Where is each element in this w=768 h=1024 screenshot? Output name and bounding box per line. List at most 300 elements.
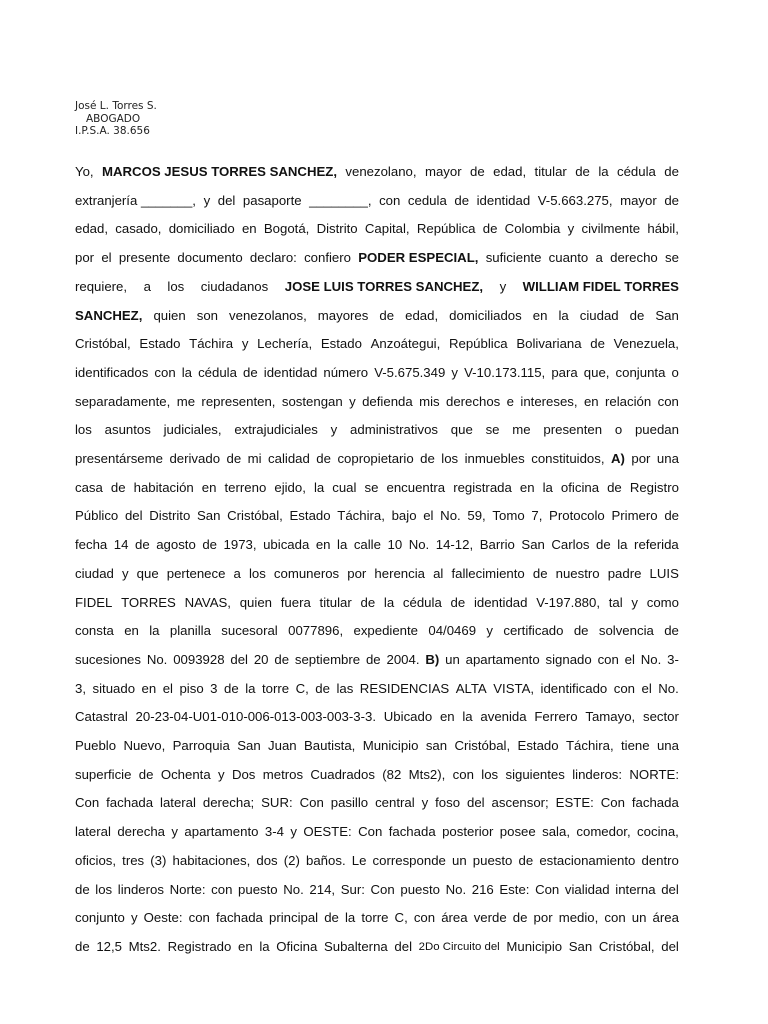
word: inmuebles xyxy=(464,451,525,466)
word: San xyxy=(568,938,593,954)
word: ciudad xyxy=(75,565,114,581)
word: 12,5 xyxy=(96,938,122,954)
word: de xyxy=(573,623,589,639)
body-line xyxy=(75,420,679,440)
word: Pueblo xyxy=(75,738,117,753)
body-line xyxy=(75,478,679,498)
word: situado xyxy=(92,680,136,696)
word: Tamayo, xyxy=(585,709,636,725)
word: Registro xyxy=(629,479,679,495)
word: ciudadanos xyxy=(200,278,269,294)
word: del xyxy=(467,795,485,811)
word: torre xyxy=(361,910,389,926)
word: en xyxy=(519,479,535,495)
word: domiciliados xyxy=(449,307,522,323)
word: habitaciones, xyxy=(172,852,251,868)
word: Cristóbal, xyxy=(598,938,655,954)
word: los xyxy=(167,278,185,294)
word: Cristóbal, xyxy=(227,508,283,524)
word: oficios, xyxy=(75,852,117,868)
word: separadamente, xyxy=(75,393,171,409)
word: ejido, xyxy=(274,479,306,495)
body-line xyxy=(75,162,679,182)
word: de xyxy=(575,164,590,179)
lawyer-name: José L. Torres S. xyxy=(75,100,157,112)
word: linderos: xyxy=(572,766,623,782)
word: o xyxy=(614,422,623,438)
word: casado, xyxy=(115,221,162,237)
word: Ferrero xyxy=(534,709,578,725)
word: Anzoátegui, xyxy=(370,336,441,352)
word: de xyxy=(274,651,290,667)
word: de xyxy=(596,537,611,553)
word: agosto xyxy=(156,537,196,553)
word: 10 xyxy=(387,537,403,553)
word: pertenece xyxy=(166,565,226,581)
word: apartamento xyxy=(465,651,540,667)
word: de xyxy=(664,164,679,179)
word: Con xyxy=(299,795,324,811)
word: No. xyxy=(658,680,679,696)
word: derecha; xyxy=(202,795,255,811)
word: principal xyxy=(268,910,319,926)
word: sala, xyxy=(542,824,570,840)
word: comuneros xyxy=(273,565,340,581)
word: que xyxy=(450,422,473,438)
word: el xyxy=(162,680,173,696)
word: Con xyxy=(370,881,395,897)
word: para xyxy=(551,364,578,380)
word: identificado xyxy=(540,680,608,696)
word: se xyxy=(485,422,500,438)
word: con xyxy=(613,680,636,696)
word: Registrado xyxy=(167,938,232,954)
word: 0093928 xyxy=(173,651,225,667)
word: de xyxy=(664,623,679,639)
word: me xyxy=(176,393,196,409)
body-line xyxy=(75,535,679,555)
word: Dos xyxy=(231,766,256,782)
bold-word: WILLIAM FIDEL TORRES xyxy=(522,278,679,294)
word: de xyxy=(360,594,376,610)
word: edad, xyxy=(405,307,439,323)
word: e xyxy=(506,393,514,409)
word: 216 xyxy=(471,881,494,897)
word: edad, xyxy=(493,164,527,179)
word: de xyxy=(590,336,605,352)
word: solvencia xyxy=(598,623,654,639)
word: y xyxy=(330,422,338,438)
word: dentro xyxy=(641,852,679,868)
word: en xyxy=(583,393,599,409)
word: certificado xyxy=(503,623,564,639)
word: ESTE: xyxy=(555,795,594,811)
word: central xyxy=(375,795,415,811)
lawyer-title: ABOGADO xyxy=(86,112,141,125)
word: son xyxy=(196,307,219,323)
word: TORRES xyxy=(121,594,176,610)
word: un xyxy=(445,651,460,667)
word: NORTE: xyxy=(629,766,679,782)
bold-word: A) xyxy=(611,451,625,466)
word: de xyxy=(518,852,534,868)
word: titular xyxy=(319,594,352,610)
body-line xyxy=(75,191,679,211)
word: de xyxy=(450,594,466,610)
word: fecha xyxy=(75,537,108,553)
word: el xyxy=(624,651,635,667)
word: y xyxy=(486,623,493,639)
word: intereses, xyxy=(520,393,578,409)
word: V-5.663.275, xyxy=(537,192,613,208)
word: a xyxy=(233,565,241,581)
body-line xyxy=(75,306,679,326)
word: de xyxy=(470,164,485,179)
word: en xyxy=(532,307,548,323)
word: cual xyxy=(332,479,357,495)
word: superficie xyxy=(75,766,132,782)
word: mayor xyxy=(424,164,462,179)
word: Subalterna xyxy=(323,938,388,954)
word: (3) xyxy=(150,852,167,868)
word: copropietario xyxy=(337,451,414,466)
word: C, xyxy=(295,680,309,696)
word: sostengan xyxy=(281,393,343,409)
word: sucesoral xyxy=(221,623,278,639)
word: registrada xyxy=(453,479,512,495)
word: piso xyxy=(179,680,204,696)
word: No. xyxy=(146,651,168,667)
word: a xyxy=(595,250,603,266)
word: identidad xyxy=(473,594,528,610)
word: de xyxy=(420,451,435,466)
word: de xyxy=(629,307,645,323)
word: posterior xyxy=(442,824,494,840)
word: un xyxy=(451,852,467,868)
word: V-5.675.349 xyxy=(374,364,446,380)
word: de xyxy=(75,938,90,954)
word: Bautista, xyxy=(304,738,356,753)
word: Bogotá, xyxy=(263,221,310,237)
word: fachada xyxy=(388,824,436,840)
word: del xyxy=(394,938,413,954)
word: Oficina xyxy=(276,938,318,954)
word: corresponde xyxy=(372,852,446,868)
word: el xyxy=(101,250,112,266)
word: Parroquia xyxy=(172,738,230,753)
word: cédula xyxy=(198,364,237,380)
word: lateral xyxy=(75,824,111,840)
body-line xyxy=(75,679,679,699)
word: Nuevo, xyxy=(123,738,166,753)
word: V-197.880, xyxy=(536,594,600,610)
word: Táchira xyxy=(189,336,234,352)
word: con xyxy=(154,364,176,380)
word: No. xyxy=(445,881,467,897)
word: 3-4 xyxy=(264,824,284,840)
word: del xyxy=(661,938,679,954)
word: signado xyxy=(545,651,592,667)
word: Cristóbal, xyxy=(75,336,131,352)
word: fachada xyxy=(106,795,154,811)
word: por xyxy=(631,451,651,466)
word: por xyxy=(347,565,367,581)
word: Cristóbal, xyxy=(454,738,511,753)
word: de xyxy=(482,221,498,237)
word: Público xyxy=(75,508,119,524)
word: fuera xyxy=(280,594,311,610)
word: fachada xyxy=(631,795,679,811)
word: Ubicado xyxy=(383,709,433,725)
body-line xyxy=(75,449,679,469)
word: del xyxy=(124,508,143,524)
word: derivado xyxy=(169,451,221,466)
word: presentárseme xyxy=(75,451,163,466)
word: apartamento xyxy=(184,824,259,840)
word: Le xyxy=(351,852,367,868)
word: con xyxy=(379,192,401,208)
word: Táchira, xyxy=(337,508,385,524)
word: número xyxy=(323,364,369,380)
word: Ochenta xyxy=(160,766,211,782)
word: mayores xyxy=(317,307,369,323)
body-line xyxy=(75,363,679,383)
word: los xyxy=(481,766,499,782)
word: del xyxy=(217,192,236,208)
body-line xyxy=(75,793,679,813)
word: San xyxy=(237,738,261,753)
word: suficiente xyxy=(485,250,542,266)
word: Yo, xyxy=(75,164,94,179)
word: ubicada xyxy=(263,537,310,553)
word: Tomo xyxy=(492,508,525,524)
word: la xyxy=(558,307,569,323)
word: Venezuela, xyxy=(613,336,679,352)
word: ciudad xyxy=(579,307,619,323)
word: asuntos xyxy=(104,422,151,438)
word: avenida xyxy=(480,709,527,725)
word: en xyxy=(439,709,455,725)
body-line xyxy=(75,736,679,756)
word: Con xyxy=(75,795,100,811)
word: 2Do Circuito del xyxy=(418,940,500,953)
word: declaro: xyxy=(249,250,297,266)
word: extranjería _______, xyxy=(75,192,196,208)
word: puedan xyxy=(634,422,679,438)
word: expediente xyxy=(353,623,419,639)
word: en xyxy=(315,537,331,553)
word: estacionamiento xyxy=(539,852,636,868)
word: oficina xyxy=(560,479,600,495)
word: No. xyxy=(640,651,662,667)
word: República xyxy=(416,221,476,237)
word: ________, xyxy=(309,192,372,208)
word: documento xyxy=(177,250,243,266)
body-line xyxy=(75,650,679,670)
word: y xyxy=(631,594,638,610)
word: No. xyxy=(440,508,461,524)
word: Barrio xyxy=(479,537,515,553)
word: la xyxy=(383,594,395,610)
word: Estado xyxy=(289,508,331,524)
word: terreno xyxy=(224,479,267,495)
word: la xyxy=(245,680,256,696)
word: posee xyxy=(499,824,536,840)
body-line xyxy=(75,277,679,297)
word: metros xyxy=(262,766,304,782)
body-line xyxy=(75,334,679,354)
word: de xyxy=(454,192,470,208)
word: y xyxy=(499,278,507,294)
word: habitación xyxy=(133,479,194,495)
word: casa xyxy=(75,479,103,495)
word: Lechería, xyxy=(257,336,313,352)
word: ascensor; xyxy=(491,795,549,811)
word: los xyxy=(95,881,113,897)
word: LUIS xyxy=(649,565,679,581)
word: la xyxy=(337,537,348,553)
word: de xyxy=(316,451,331,466)
word: 14-12, xyxy=(435,537,474,553)
word: la xyxy=(617,537,628,553)
word: siguientes xyxy=(505,766,565,782)
word: Mts2. xyxy=(128,938,161,954)
word: 04/0469 xyxy=(428,623,477,639)
word: fachada xyxy=(215,910,263,926)
word: 14 xyxy=(113,537,129,553)
word: área xyxy=(652,910,679,926)
word: verde xyxy=(473,910,507,926)
word: de xyxy=(75,881,90,897)
word: VISTA, xyxy=(493,680,535,696)
body-line xyxy=(75,880,679,900)
word: en xyxy=(124,623,139,639)
word: C, xyxy=(394,910,408,926)
word: Estado xyxy=(320,336,362,352)
word: venezolano, xyxy=(345,164,417,179)
word: medio, xyxy=(558,910,599,926)
word: 3- xyxy=(667,651,679,667)
word: bajo xyxy=(391,508,417,524)
word: titular xyxy=(534,164,567,179)
word: V-10.173.115, xyxy=(464,364,546,380)
word: San xyxy=(655,307,679,323)
word: septiembre xyxy=(294,651,361,667)
word: domiciliado xyxy=(168,221,235,237)
word: y xyxy=(130,910,138,926)
word: y xyxy=(451,364,458,380)
word: de xyxy=(664,508,679,524)
word: constituidos, xyxy=(531,451,605,466)
word: y xyxy=(171,824,178,840)
word: linderos xyxy=(117,881,164,897)
word: cocina, xyxy=(637,824,679,840)
word: de xyxy=(664,192,679,208)
word: la xyxy=(598,164,609,179)
word: la xyxy=(344,910,356,926)
word: y xyxy=(203,192,211,208)
word: torre xyxy=(261,680,290,696)
word: comedor, xyxy=(576,824,631,840)
word: a xyxy=(143,278,151,294)
word: las xyxy=(336,680,354,696)
word: un xyxy=(631,910,647,926)
word: sucesiones xyxy=(75,651,141,667)
word: vialidad xyxy=(564,881,610,897)
word: herencia xyxy=(374,565,425,581)
bold-word: B) xyxy=(425,651,440,667)
word: baños. xyxy=(306,852,346,868)
word: judiciales, xyxy=(163,422,222,438)
word: de xyxy=(324,910,339,926)
word: Protocolo xyxy=(549,508,605,524)
word: (2) xyxy=(283,852,300,868)
word: puesto xyxy=(238,881,278,897)
word: del xyxy=(230,651,248,667)
word: consta xyxy=(75,623,114,639)
word: mayor xyxy=(620,192,657,208)
word: fallecimiento xyxy=(451,565,525,581)
word: Colombia xyxy=(504,221,561,237)
word: cedula xyxy=(407,192,447,208)
word: me xyxy=(512,422,531,438)
word: calidad xyxy=(268,451,310,466)
bold-word: JOSE LUIS TORRES SANCHEZ, xyxy=(284,278,484,294)
word: Distrito xyxy=(149,508,191,524)
word: con xyxy=(604,910,626,926)
word: No. xyxy=(283,881,304,897)
word: FIDEL xyxy=(75,594,113,610)
word: y xyxy=(290,824,297,840)
word: la xyxy=(462,709,473,725)
word: al xyxy=(433,565,444,581)
word: defienda xyxy=(362,393,413,409)
word: identificados xyxy=(75,364,149,380)
word: identidad xyxy=(476,192,531,208)
word: derecho xyxy=(610,250,658,266)
word: la xyxy=(181,364,192,380)
word: de xyxy=(135,537,150,553)
word: 20-23-04-U01-010-006-013-003-003-3-3. xyxy=(135,709,377,725)
word: Municipio xyxy=(362,738,419,753)
word: hábil, xyxy=(647,221,679,237)
word: del xyxy=(661,881,679,897)
word: tal xyxy=(608,594,623,610)
body-line xyxy=(75,937,679,957)
word: ALTA xyxy=(455,680,487,696)
word: 3, xyxy=(75,680,86,696)
word: Cuadrados xyxy=(310,766,375,782)
word: de xyxy=(315,680,330,696)
word: que xyxy=(136,565,159,581)
word: el xyxy=(641,680,652,696)
word: referida xyxy=(634,537,679,553)
word: de xyxy=(607,479,622,495)
word: de xyxy=(532,565,548,581)
word: una xyxy=(656,451,679,466)
word: nuestro xyxy=(555,565,600,581)
word: mis xyxy=(419,393,440,409)
word: conjunto xyxy=(75,910,125,926)
word: padre xyxy=(607,565,642,581)
body-line xyxy=(75,822,679,842)
word: de xyxy=(512,910,528,926)
word: pasaporte xyxy=(242,192,302,208)
word: Estado xyxy=(139,336,181,352)
word: de xyxy=(243,364,258,380)
word: Estado xyxy=(517,738,559,753)
word: 214, xyxy=(309,881,336,897)
